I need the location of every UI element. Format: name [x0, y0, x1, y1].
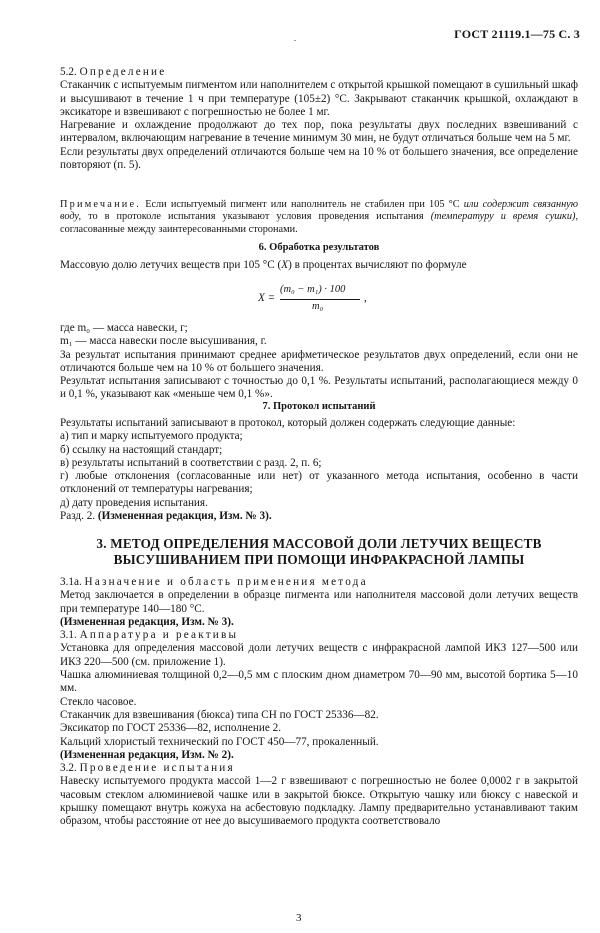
edit-note-b: (Измененная редакция, Изм. № 3). [97, 510, 272, 523]
section-6-body [60, 322, 578, 402]
where-m1: m₁ — масса навески после высушивания, г. [60, 335, 267, 348]
note-text-b: или содержит связанную воду, [60, 199, 579, 223]
list-item-b: б) ссылку на настоящий стандарт; [60, 443, 223, 456]
s32-number: 3.2. [60, 762, 77, 775]
note-text-c: то в протоколе испытания указывают условия проведения испытания [88, 211, 424, 223]
list-item-e: д) дату проведения испытания. [60, 496, 208, 509]
note-text-d: (температуру и время сушки), [430, 211, 579, 223]
section-5-2-p3: Если результаты двух определений отличаются больше чем на 10 % от большего значения, все определение повторяют (п. 5). [60, 145, 578, 172]
s31a-title: Назначение и область применения метода [84, 576, 368, 588]
method-3-body [60, 576, 578, 829]
section-7-body [60, 417, 578, 523]
section-6-intro-b: ) в процентах вычисляют по формуле [288, 259, 467, 271]
note-text-e: согласованные между заинтересованными сторонами. [60, 223, 298, 235]
s31a-edit: (Измененная редакция, Изм. № 3). [60, 615, 234, 628]
method-3-title-line1: 3. МЕТОД ОПРЕДЕЛЕНИЯ МАССОВОЙ ДОЛИ ЛЕТУЧИХ ВЕЩЕСТВ [96, 536, 542, 551]
where-m0: где m₀ — масса навески, г; [60, 322, 188, 334]
s31a-text: Метод заключается в определении в образце пигмента или наполнителя массовой доли летучих веществ при температуре 140—180 °С. [60, 589, 578, 615]
section-6-intro-a: Массовую долю летучих веществ при 105 °С ( [60, 259, 282, 271]
fraction-bar [280, 299, 360, 300]
section-5-2 [60, 66, 578, 172]
section-5-2-number: 5.2. [60, 66, 77, 78]
s31-p3: Стекло часовое. [60, 695, 137, 708]
formula-denominator: m₀ [312, 301, 324, 312]
section-6-intro [60, 259, 578, 272]
s31-edit: (Измененная редакция, Изм. № 2). [60, 748, 234, 761]
section-5-2-title: Определение [79, 66, 167, 78]
s32-title: Проведение испытания [79, 762, 235, 775]
page-header: ГОСТ 21119.1—75 С. 3 [454, 27, 580, 41]
s31-p1: Установка для определения массовой доли летучих веществ с инфракрасной лампой ИКЗ 127—500 или ИКЗ 220—500 (см. приложение 1). [60, 642, 578, 668]
section-6-p2: Результат испытания записывают с точностью до 0,1 %. Результаты испытаний, располагающиеся между 0 и 0,1 %, указывают как «меньше чем 0,1 %». [60, 375, 578, 401]
formula-numerator: (m₀ − m₁) · 100 [280, 284, 346, 295]
page-number: 3 [296, 912, 302, 924]
list-item-a: а) тип и марку испытуемого продукта; [60, 430, 243, 443]
note [60, 199, 578, 236]
section-6-p1: За результат испытания принимают среднее арифметическое результатов двух определений, если они не отличаются больше чем на 10 % от большего значения. [60, 348, 578, 374]
s31a-number: 3.1а. [60, 576, 82, 588]
list-item-c: в) результаты испытаний в соответствии с разд. 2, п. 6; [60, 456, 322, 469]
note-text-a: Если испытуемый пигмент или наполнитель не стабилен при 105 °С [145, 199, 460, 210]
section-6-title: 6. Обработка результатов [258, 242, 380, 253]
s32-text: Навеску испытуемого продукта массой 1—2 г взвешивают с погрешностью не более 0,0002 г в закрытой часовым стеклом алюминиевой чашке или в закрытой бюксе. Открытую чашку или бюксу с навеской и крышку помещают внутрь кожуха на асбестовую подкладку. Лампу предварительно устанавливают таким образом, чтобы расстояние от нее до высушиваемого продукта соответствовало [60, 775, 578, 828]
s31-p6: Кальций хлористый технический по ГОСТ 450—77, прокаленный. [60, 735, 379, 748]
s31-p5: Эксикатор по ГОСТ 25336—82, исполнение 2. [60, 722, 282, 735]
formula: X = (m₀ − m₁) · 100 m₀ , [258, 284, 367, 312]
formula-lhs: X = [258, 292, 276, 304]
note-label: Примечание. [60, 199, 142, 210]
scan-speck [294, 40, 296, 41]
s31-p2: Чашка алюминиевая толщиной 0,2—0,5 мм с плоским дном диаметром 70—90 мм, высотой бортика 5—10 мм. [60, 669, 578, 695]
section-7-title: 7. Протокол испытаний [262, 401, 376, 412]
method-3-title-line2: ВЫСУШИВАНИЕМ ПРИ ПОМОЩИ ИНФРАКРАСНОЙ ЛАМПЫ [113, 552, 525, 567]
section-5-2-p2: Нагревание и охлаждение продолжают до тех пор, пока результаты двух последних взвешиваний с интервалом, включающим нагревание в течение минимум 30 мин, не будут отличаться больше чем на 5 мг. [60, 119, 578, 145]
s31-number: 3.1. [60, 629, 77, 642]
list-item-d: г) любые отклонения (согласованные или нет) от указанного метода испытания, особенно в части отклонений от температуры нагревания; [60, 470, 578, 496]
section-7-intro: Результаты испытаний записывают в протокол, который должен содержать следующие данные: [60, 417, 516, 429]
section-5-2-p1: Стаканчик с испытуемым пигментом или наполнителем с открытой крышкой помещают в сушильный шкаф и высушивают в течение 1 ч при температуре (105±2) °С. Закрывают стаканчик крышкой, охлаждают в эксикаторе и взвешивают с погрешностью не более 1 мг. [60, 79, 578, 118]
s31-title: Аппаратура и реактивы [79, 629, 239, 642]
section-6-intro-x: X [281, 259, 289, 271]
edit-note-a: Разд. 2. [60, 510, 96, 523]
method-3-title [60, 536, 578, 568]
s31-p4: Стаканчик для взвешивания (бюкса) типа СН по ГОСТ 25336—82. [60, 708, 379, 721]
